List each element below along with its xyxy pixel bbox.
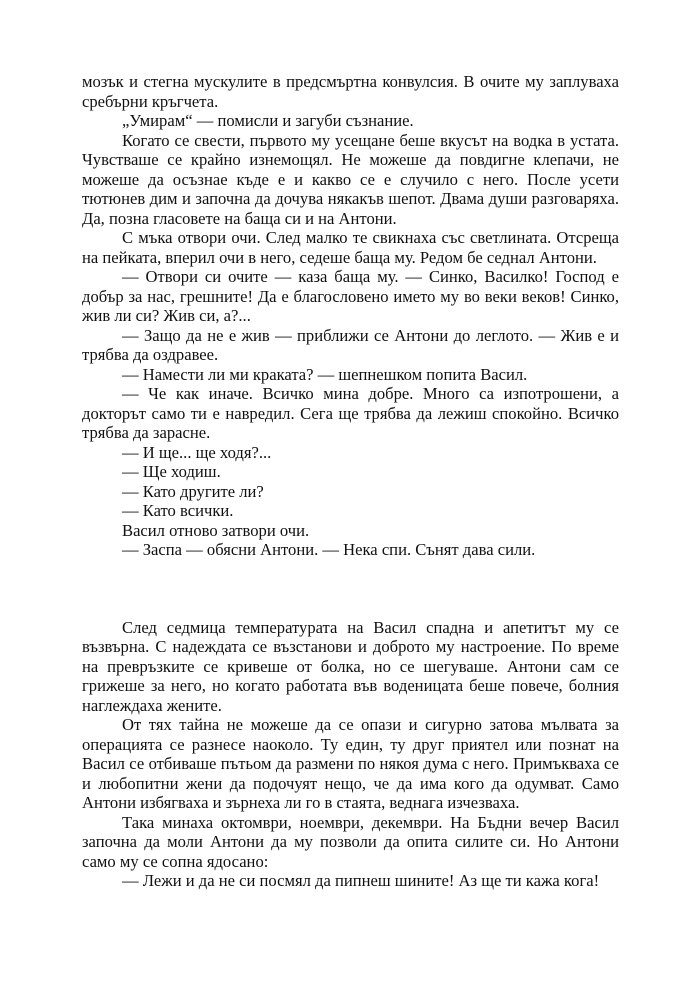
paragraph: — Защо да не е жив — приближи се Антони до леглото. — Жив е и трябва да оздравее. [82, 325, 619, 364]
paragraph: Така минаха октомври, ноември, декември. На Бъдни вечер Васил започна да моли Антони да му позволи да опита силите си. Но Антони само му се сопна ядосано: [82, 812, 619, 871]
document-page [82, 72, 619, 891]
paragraph: — Заспа — обясни Антони. — Нека спи. Сънят дава сили. [122, 540, 536, 559]
paragraph: — И ще... ще ходя?... [122, 442, 272, 462]
paragraph: — Лежи и да не си посмял да пипнеш шините! Аз ще ти кажа кога! [122, 871, 600, 890]
paragraph: — Отвори си очите — каза баща му. — Синко, Василко! Господ е добър за нас, грешните! Да е благословено името му во веки веков! Синко, жив ли си? Жив си, а?... [82, 267, 619, 325]
paragraph: От тях тайна не можеше да се опази и сигурно затова мълвата за операцията се разнесе наоколо. Ту един, ту друг приятел или познат на Васил се отбиваше пътьом да размени по някоя дума с него. Примъкваха се и любопитни жени да подочуят нещо, че да има кого да одумват. Само Антони избягваха и зърнеха ли го в стаята, веднага изчезваха. [82, 715, 619, 812]
paragraph: — Намести ли ми краката? — шепнешком попита Васил. [122, 364, 528, 384]
paragraph: — Ще ходиш. [122, 462, 221, 481]
paragraph: мозък и стегна мускулите в предсмъртна конвулсия. В очите му заплуваха сребърни кръгчета. [82, 72, 619, 111]
paragraph: „Умирам“ — помисли и загуби съзнание. [122, 111, 414, 130]
paragraph: Когато се свести, първото му усещане беше вкусът на водка в устата. Чувстваше се крайно изнемощял. Не можеше да повдигне клепачи, не можеше да осъзнае къде е и какво се е случило с него. После усети тютюнев дим и започна да дочува някакъв шепот. Двама души разговаряха. Да, позна гласовете на баща си и на Антони. [82, 130, 619, 228]
section-break [82, 560, 619, 618]
paragraph: Васил отново затвори очи. [122, 520, 310, 540]
paragraph: След седмица температурата на Васил спадна и апетитът му се възвърна. С надеждата се възстанови и доброто му настроение. По време на превръзките се кривеше от болка, но се шегуваше. Антони сам се грижеше за него, но когато работата във воденицата беше повече, болния наглеждаха жените. [82, 617, 619, 715]
paragraph: — Като всички. [122, 501, 234, 520]
paragraph: — Че как иначе. Всичко мина добре. Много са изпотрошени, а докторът само ти е навредил. Сега ще трябва да лежиш спокойно. Всичко трябва да зарасне. [82, 384, 619, 442]
paragraph: — Като другите ли? [122, 481, 264, 501]
paragraph: С мъка отвори очи. След малко те свикнаха със светлината. Отсреща на пейката, вперил очи в него, седеше баща му. Редом бе седнал Антони. [82, 228, 619, 267]
